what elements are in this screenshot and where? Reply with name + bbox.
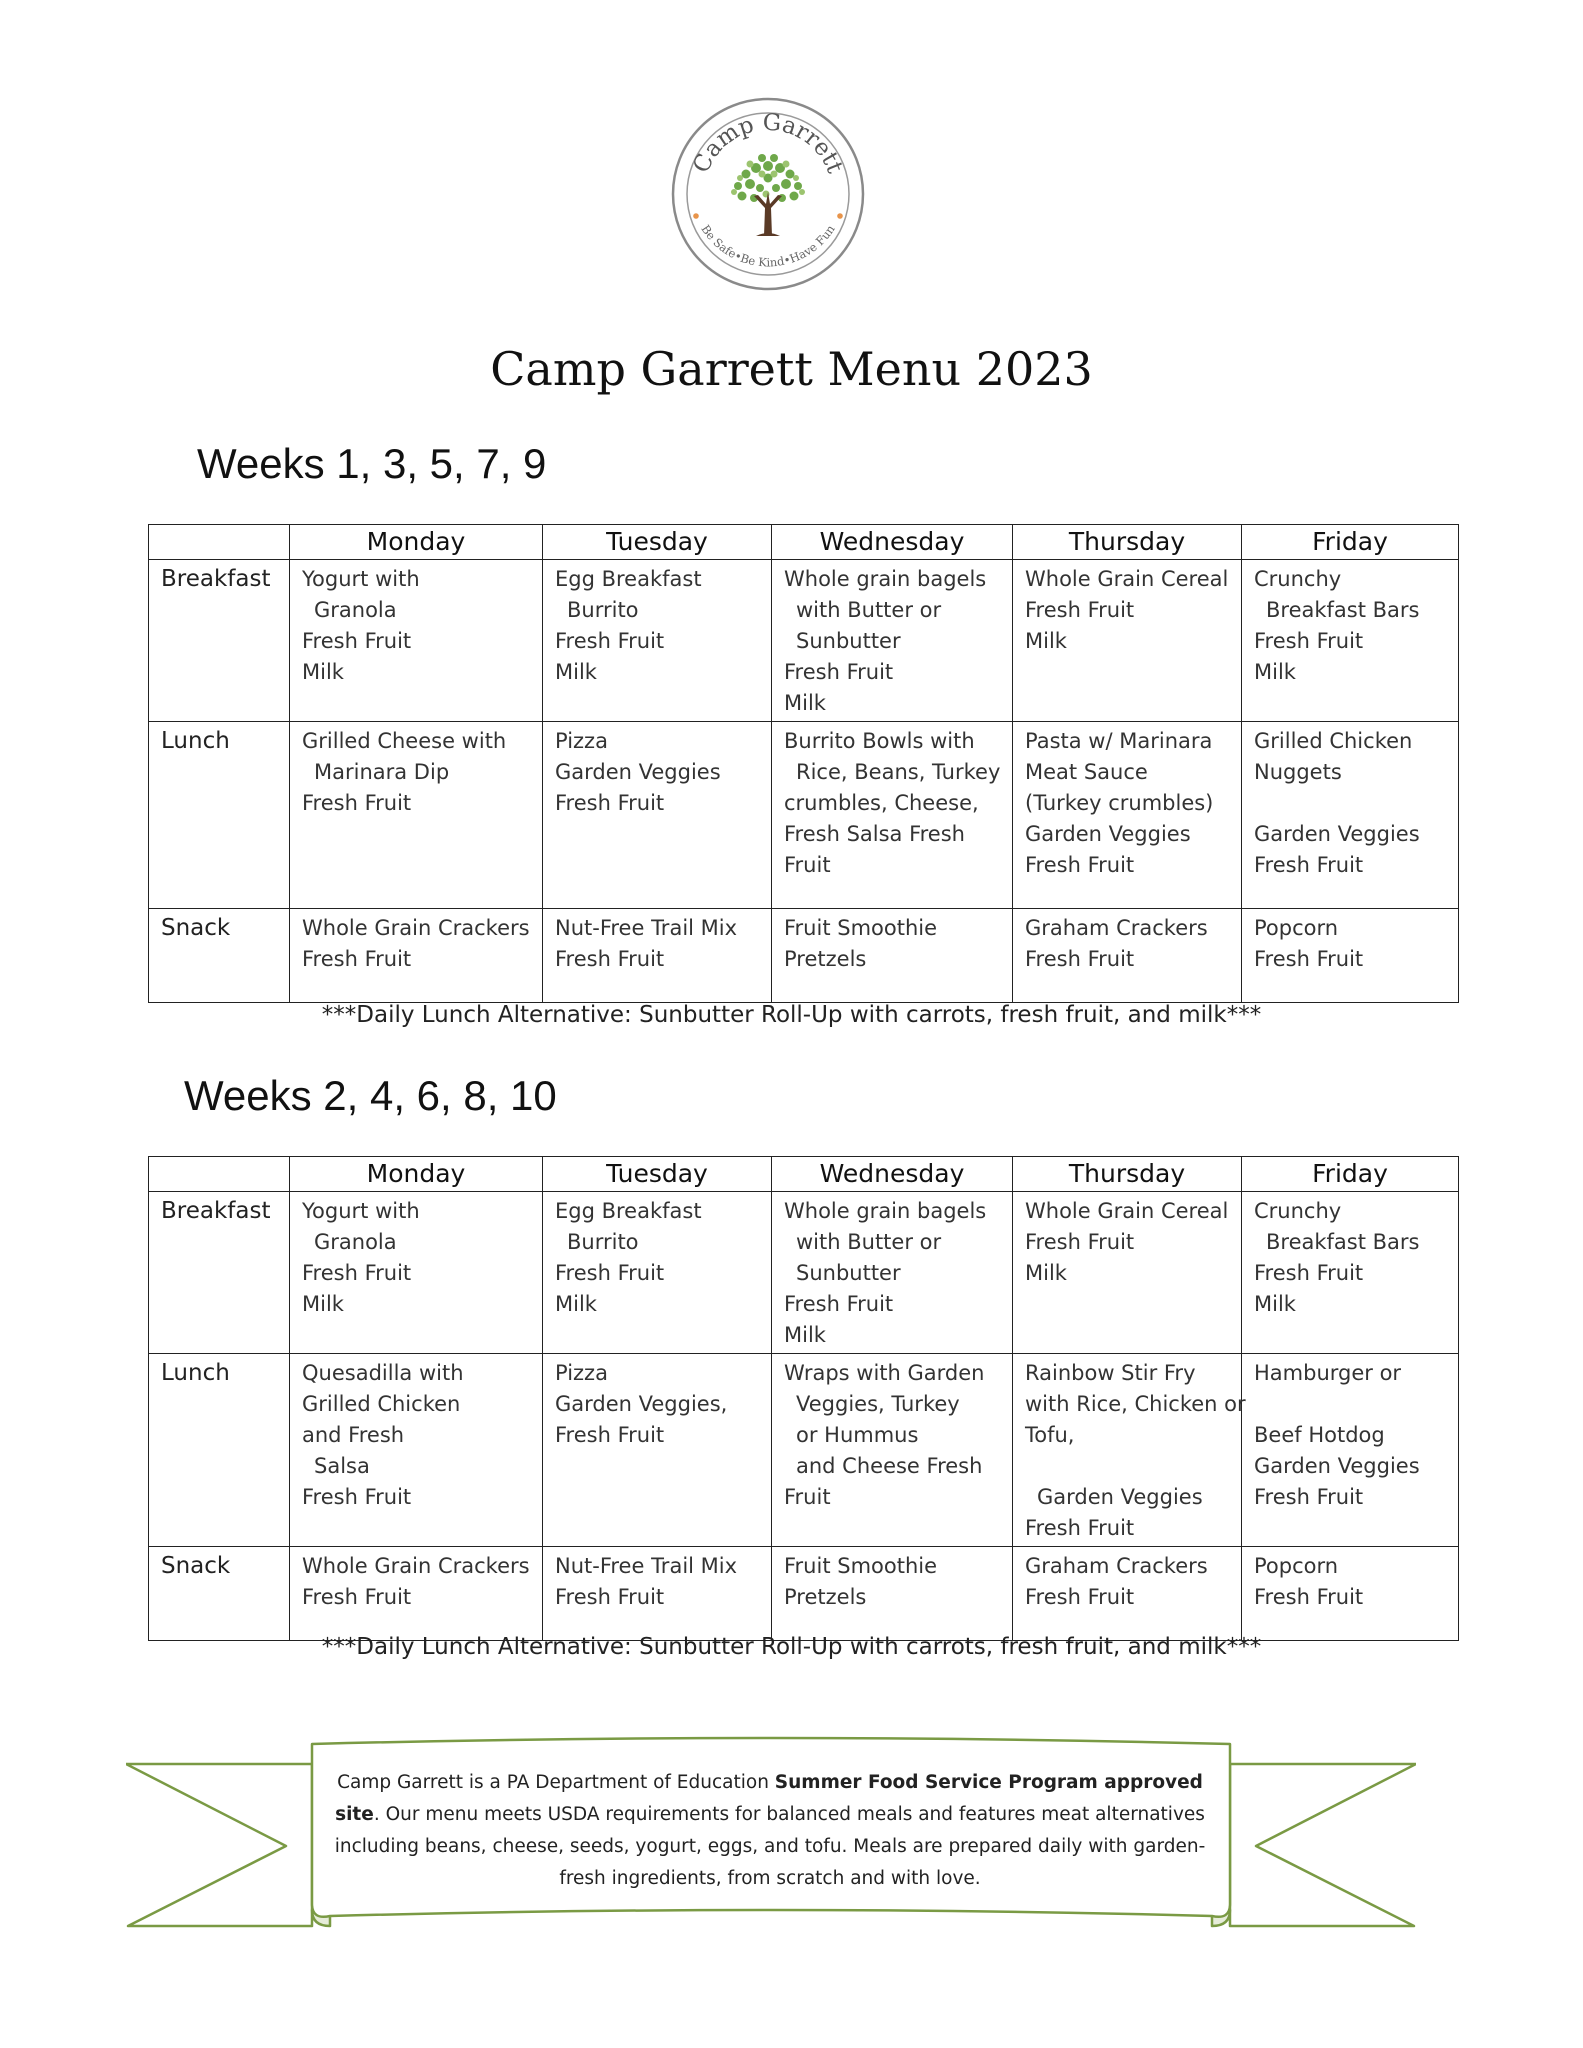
menu-item: Fresh Fruit <box>302 1261 412 1285</box>
menu-item: crumbles, Cheese, <box>784 791 979 815</box>
menu-item: Tofu, <box>1025 1423 1075 1447</box>
meal-row-lunch <box>149 722 1459 909</box>
menu-item <box>1254 788 1448 819</box>
menu-item: Hamburger or <box>1254 1361 1402 1385</box>
banner-text-bold: Summer Food Service Program approved site <box>335 1772 1203 1825</box>
day-header-friday: Friday <box>1242 525 1459 560</box>
day-header-tuesday: Tuesday <box>543 1157 772 1192</box>
menu-item: Pizza <box>555 729 608 753</box>
menu-item: Fresh Fruit <box>1025 598 1135 622</box>
menu-item: Rice, Beans, Turkey <box>796 760 1001 784</box>
menu-table-even-weeks <box>148 1156 1459 1641</box>
meal-label: Lunch <box>149 722 290 909</box>
page-title: Camp Garrett Menu 2023 <box>490 342 1093 396</box>
menu-item: Fresh Fruit <box>1254 853 1364 877</box>
menu-cell <box>290 722 543 909</box>
menu-item: Fresh Fruit <box>1254 947 1364 971</box>
menu-table-odd-weeks <box>148 524 1459 1003</box>
menu-item: Grilled Cheese with <box>302 729 507 753</box>
menu-cell <box>290 1547 543 1641</box>
menu-item: Pizza <box>555 1361 608 1385</box>
table-corner <box>149 525 290 560</box>
menu-cell <box>543 722 772 909</box>
day-header-friday: Friday <box>1242 1157 1459 1192</box>
day-header-wednesday: Wednesday <box>772 525 1013 560</box>
menu-item: Fresh Fruit <box>1025 1516 1135 1540</box>
menu-item: Veggies, Turkey <box>796 1392 960 1416</box>
menu-cell <box>290 1354 543 1547</box>
menu-item: Fresh Fruit <box>302 629 412 653</box>
menu-item: Milk <box>555 1292 597 1316</box>
menu-item: Popcorn <box>1254 916 1339 940</box>
menu-item: with Rice, Chicken or <box>1025 1392 1246 1416</box>
day-header-monday: Monday <box>290 525 543 560</box>
menu-item: Nut-Free Trail Mix <box>555 916 738 940</box>
menu-item: Whole grain bagels <box>784 567 987 591</box>
menu-item: Fresh Fruit <box>784 660 894 684</box>
menu-item: Crunchy <box>1254 1199 1342 1223</box>
menu-cell <box>543 1192 772 1354</box>
menu-item <box>1025 1451 1231 1482</box>
menu-item: Garden Veggies, <box>555 1392 728 1416</box>
menu-item: Garden Veggies <box>1254 822 1420 846</box>
menu-cell <box>290 560 543 722</box>
camp-garrett-logo <box>670 96 866 292</box>
menu-cell <box>543 1354 772 1547</box>
menu-item: Pretzels <box>784 1585 867 1609</box>
menu-item: or Hummus <box>796 1423 919 1447</box>
menu-cell <box>1013 560 1242 722</box>
menu-item: Graham Crackers <box>1025 1554 1208 1578</box>
menu-cell <box>1013 1354 1246 1547</box>
menu-item: Garden Veggies <box>1254 1454 1420 1478</box>
menu-item: Whole Grain Crackers <box>302 1554 530 1578</box>
menu-item: Fruit Smoothie <box>784 1554 938 1578</box>
day-header-tuesday: Tuesday <box>543 525 772 560</box>
menu-item: Granola <box>314 1230 397 1254</box>
menu-item: Garden Veggies <box>1025 822 1191 846</box>
menu-item: Fresh Fruit <box>1025 1230 1135 1254</box>
menu-item: Quesadilla with <box>302 1361 464 1385</box>
menu-item: Milk <box>302 1292 344 1316</box>
menu-cell <box>1013 1547 1242 1641</box>
menu-cell <box>543 1547 772 1641</box>
meal-label: Snack <box>149 909 290 1003</box>
menu-item: Fresh Fruit <box>555 791 665 815</box>
menu-item: Yogurt with <box>302 567 420 591</box>
menu-item: and Cheese Fresh <box>796 1454 983 1478</box>
lunch-alternative-note: ***Daily Lunch Alternative: Sunbutter Roll-Up with carrots, fresh fruit, and milk*** <box>321 1002 1262 1028</box>
menu-item: with Butter or <box>796 598 942 622</box>
day-header-thursday: Thursday <box>1013 1157 1242 1192</box>
meal-row-breakfast <box>149 560 1459 722</box>
menu-cell <box>1242 722 1459 909</box>
menu-item: Nut-Free Trail Mix <box>555 1554 738 1578</box>
menu-item: Garden Veggies <box>1037 1485 1203 1509</box>
menu-item: Fresh Salsa Fresh <box>784 822 965 846</box>
menu-item: Crunchy <box>1254 567 1342 591</box>
menu-item: Fresh Fruit <box>302 791 412 815</box>
menu-cell <box>1242 909 1459 1003</box>
menu-item: and Fresh <box>302 1423 405 1447</box>
menu-cell <box>1242 1192 1459 1354</box>
menu-item: Fresh Fruit <box>555 1585 665 1609</box>
menu-item: Fruit <box>784 1485 831 1509</box>
meal-label: Breakfast <box>149 560 290 722</box>
menu-item: Whole Grain Cereal <box>1025 567 1229 591</box>
menu-item: Fresh Fruit <box>555 1261 665 1285</box>
menu-item: Fresh Fruit <box>1254 1485 1364 1509</box>
menu-item: Whole Grain Crackers <box>302 916 530 940</box>
menu-item <box>1254 1389 1448 1420</box>
menu-cell <box>1013 722 1242 909</box>
menu-item: Milk <box>1254 1292 1296 1316</box>
day-header-monday: Monday <box>290 1157 543 1192</box>
menu-item: Burrito Bowls with <box>784 729 975 753</box>
banner-text-pre: Camp Garrett is a PA Department of Education <box>337 1772 775 1793</box>
menu-item: Marinara Dip <box>314 760 450 784</box>
meal-row-snack <box>149 909 1459 1003</box>
menu-item: Popcorn <box>1254 1554 1339 1578</box>
menu-item: Fresh Fruit <box>1254 1585 1364 1609</box>
menu-item: Egg Breakfast <box>555 1199 702 1223</box>
menu-cell <box>1242 560 1459 722</box>
menu-cell <box>1013 909 1242 1003</box>
menu-cell <box>1242 1354 1459 1547</box>
menu-item: (Turkey crumbles) <box>1025 791 1214 815</box>
logo-text-top: Camp Garrett <box>688 109 848 177</box>
menu-cell <box>772 1354 1013 1547</box>
menu-item: Sunbutter <box>796 629 901 653</box>
menu-item: Fresh Fruit <box>1025 947 1135 971</box>
menu-cell <box>543 909 772 1003</box>
menu-item: Fresh Fruit <box>555 947 665 971</box>
banner-text-post: . Our menu meets USDA requirements for balanced meals and features meat alternatives including beans, cheese, seeds, yogurt, eggs, and tofu. Meals are prepared daily with garden-fresh ingredients, from scratch and with love. <box>334 1804 1206 1889</box>
menu-item: Milk <box>1254 660 1296 684</box>
week-heading-even: Weeks 2, 4, 6, 8, 10 <box>184 1072 557 1119</box>
menu-item: Granola <box>314 598 397 622</box>
meal-label: Lunch <box>149 1354 290 1547</box>
menu-cell <box>1013 1192 1242 1354</box>
menu-item: Fresh Fruit <box>1025 853 1135 877</box>
logo-dot-left <box>693 213 699 219</box>
menu-cell <box>772 909 1013 1003</box>
menu-item: Pretzels <box>784 947 867 971</box>
menu-item: Fresh Fruit <box>784 1292 894 1316</box>
menu-item: Yogurt with <box>302 1199 420 1223</box>
day-header-thursday: Thursday <box>1013 525 1242 560</box>
menu-item: Milk <box>555 660 597 684</box>
menu-item: Pasta w/ Marinara <box>1025 729 1213 753</box>
meal-row-snack <box>149 1547 1459 1641</box>
menu-cell <box>543 560 772 722</box>
menu-item: Egg Breakfast <box>555 567 702 591</box>
menu-item: with Butter or <box>796 1230 942 1254</box>
menu-item: Rainbow Stir Fry <box>1025 1361 1196 1385</box>
menu-cell <box>772 722 1013 909</box>
menu-item: Milk <box>784 691 826 715</box>
menu-item: Fruit <box>784 853 831 877</box>
logo-dot-right <box>837 213 843 219</box>
banner-text <box>320 1767 1220 1895</box>
menu-item: Whole Grain Cereal <box>1025 1199 1229 1223</box>
menu-item: Fresh Fruit <box>1254 629 1364 653</box>
menu-item: Fresh Fruit <box>555 629 665 653</box>
menu-cell <box>772 560 1013 722</box>
menu-item: Whole grain bagels <box>784 1199 987 1223</box>
menu-item: Beef Hotdog <box>1254 1423 1385 1447</box>
meal-row-lunch <box>149 1354 1459 1547</box>
menu-item: Fresh Fruit <box>302 1485 412 1509</box>
menu-item: Wraps with Garden <box>784 1361 985 1385</box>
logo-motto: Be Safe•Be Kind•Have Fun <box>698 222 838 270</box>
menu-item: Salsa <box>314 1454 370 1478</box>
menu-item: Meat Sauce <box>1025 760 1148 784</box>
menu-item: Milk <box>1025 1261 1067 1285</box>
menu-item: Garden Veggies <box>555 760 721 784</box>
meal-label: Breakfast <box>149 1192 290 1354</box>
menu-item: Milk <box>784 1323 826 1347</box>
menu-item: Fresh Fruit <box>302 1585 412 1609</box>
menu-cell <box>290 1192 543 1354</box>
menu-item: Fruit Smoothie <box>784 916 938 940</box>
menu-item: Fresh Fruit <box>555 1423 665 1447</box>
menu-item: Graham Crackers <box>1025 916 1208 940</box>
menu-item: Nuggets <box>1254 760 1342 784</box>
menu-item: Burrito <box>567 1230 639 1254</box>
day-header-wednesday: Wednesday <box>772 1157 1013 1192</box>
table-corner <box>149 1157 290 1192</box>
menu-cell <box>772 1192 1013 1354</box>
menu-item: Milk <box>1025 629 1067 653</box>
menu-item: Breakfast Bars <box>1266 598 1420 622</box>
menu-item: Fresh Fruit <box>302 947 412 971</box>
menu-cell <box>772 1547 1013 1641</box>
meal-row-breakfast <box>149 1192 1459 1354</box>
week-heading-odd: Weeks 1, 3, 5, 7, 9 <box>197 440 547 487</box>
meal-label: Snack <box>149 1547 290 1641</box>
menu-item: Grilled Chicken <box>302 1392 461 1416</box>
menu-cell <box>290 909 543 1003</box>
menu-cell <box>1242 1547 1459 1641</box>
menu-item: Grilled Chicken <box>1254 729 1413 753</box>
menu-item: Fresh Fruit <box>1025 1585 1135 1609</box>
menu-item: Sunbutter <box>796 1261 901 1285</box>
menu-item: Breakfast Bars <box>1266 1230 1420 1254</box>
lunch-alternative-note: ***Daily Lunch Alternative: Sunbutter Roll-Up with carrots, fresh fruit, and milk*** <box>321 1634 1262 1660</box>
menu-item: Burrito <box>567 598 639 622</box>
menu-item: Fresh Fruit <box>1254 1261 1364 1285</box>
menu-item: Milk <box>302 660 344 684</box>
